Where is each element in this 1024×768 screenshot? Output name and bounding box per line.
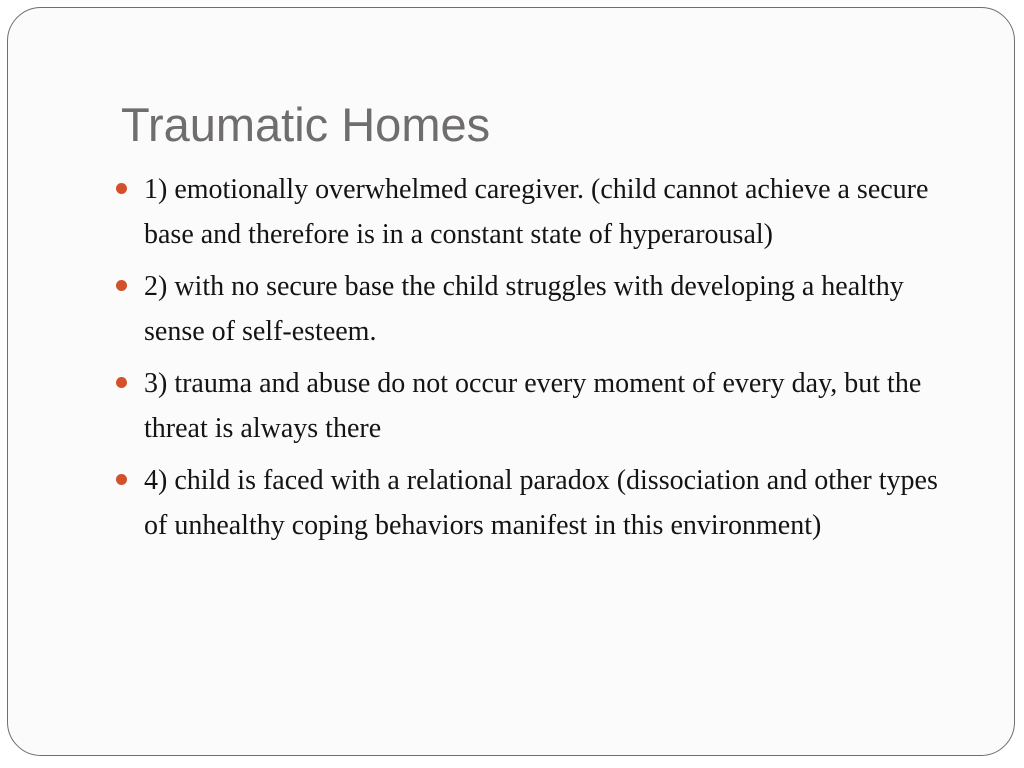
bullet-text: 2) with no secure base the child struggles with developing a healthy sense of self-esteem. [144, 271, 904, 347]
bullet-item [116, 168, 956, 257]
bullet-item [116, 459, 956, 548]
bullet-item [116, 362, 956, 451]
bullet-dot-icon [116, 183, 127, 194]
bullet-dot-icon [116, 474, 127, 485]
bullet-item [116, 265, 956, 354]
slide-title: Traumatic Homes [121, 98, 491, 151]
bullet-text: 1) emotionally overwhelmed caregiver. (child cannot achieve a secure base and therefore is in a constant state of hyperarousal) [144, 174, 929, 250]
bullet-text: 3) trauma and abuse do not occur every moment of every day, but the threat is always there [144, 368, 922, 444]
bullet-dot-icon [116, 377, 127, 388]
bullet-text: 4) child is faced with a relational paradox (dissociation and other types of unhealthy coping behaviors manifest in this environment) [144, 465, 938, 541]
bullet-list [116, 168, 956, 556]
bullet-dot-icon [116, 280, 127, 291]
